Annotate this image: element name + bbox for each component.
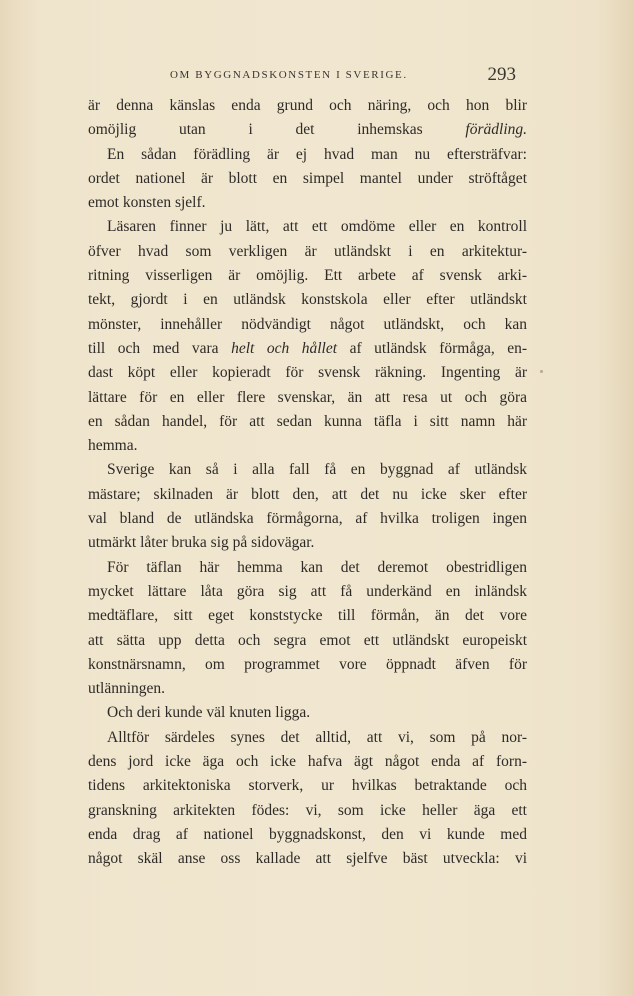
text-line: granskning arkitekten födes: vi, som icke heller äga ett [88, 801, 527, 819]
text-line: medtäflare, sitt eget konststycke till förmån, än det vore [88, 607, 527, 625]
text-line [88, 337, 527, 361]
running-head: OM BYGGNADSKONSTEN I SVERIGE. [170, 69, 408, 81]
text-line: är denna känslas enda grund och näring, och hon blir [88, 97, 527, 114]
text-line: mästare; skilnaden är blott den, att det nu icke sker efter [88, 485, 527, 503]
emphasis-text: förädling. [465, 121, 527, 139]
paragraph-last-line: utlänningen. [88, 680, 166, 698]
text-line: dast köpt eller kopieradt för svensk räkning. Ingenting är [88, 364, 527, 382]
text-line: något skäl anse oss kallade att sjelfve bäst utveckla: vi [88, 850, 527, 868]
text-line: enda drag af nationel byggnadskonst, den vi kunde med [88, 825, 527, 843]
text-line: öfver hvad som verkligen är utländskt i en arkitektur- [88, 242, 527, 260]
text-line: ordet nationel är blott en simpel mantel under ströftåget [88, 169, 527, 187]
paragraph-last-line: hemma. [88, 437, 138, 455]
page-header [88, 64, 516, 94]
page-number: 293 [487, 64, 516, 85]
paragraph-single-line: Och deri kunde väl knuten ligga. [107, 704, 311, 722]
text-line: tekt, gjordt i en utländsk konstskola eller efter utländskt [88, 291, 527, 309]
paragraph-first-line: Alltför särdeles synes det alltid, att vi, som på nor- [107, 728, 527, 746]
body-text [88, 94, 527, 872]
text-line: att sätta upp detta och segra emot ett utländskt europeiskt [88, 631, 527, 649]
paragraph-last-line: emot konsten sjelf. [88, 194, 206, 212]
paragraph-first-line: En sådan förädling är ej hvad man nu eftersträfvar: [107, 145, 527, 163]
text-line: ritning visserligen är omöjlig. Ett arbete af svensk arki- [88, 267, 527, 285]
paragraph-first-line: Sverige kan så i alla fall få en byggnad af utländsk [107, 461, 527, 479]
paragraph-last-line: utmärkt låter bruka sig på sidovägar. [88, 534, 315, 552]
text-line: tidens arkitektoniska storverk, ur hvilkas betraktande och [88, 777, 527, 795]
text-run: af utländsk förmåga, en- [349, 339, 528, 357]
margin-mark [540, 370, 543, 373]
text-run: till och med vara [88, 339, 219, 357]
text-line: en sådan handel, för att sedan kunna täfla i sitt namn här [88, 412, 527, 430]
text-line: dens jord icke äga och icke hafva ägt något enda af forn- [88, 753, 527, 771]
text-run: omöjlig utan i det inhemskas [88, 121, 423, 139]
paragraph-first-line: Läsaren finner ju lätt, att ett omdöme eller en kontroll [107, 218, 527, 236]
text-line: mycket lättare låta göra sig att få underkänd en inländsk [88, 582, 527, 600]
text-line [88, 118, 527, 142]
emphasis-text: helt och hållet [231, 339, 338, 357]
text-line: lättare för en eller flere svenskar, än att resa ut och göra [88, 388, 527, 406]
text-line: mönster, innehåller nödvändigt något utländskt, och kan [88, 315, 527, 333]
text-line: konstnärsnamn, om programmet vore öppnadt äfven för [88, 655, 527, 673]
text-line: val bland de utländska förmågorna, af hvilka troligen ingen [88, 510, 527, 528]
paragraph-first-line: För täflan här hemma kan det deremot obestridligen [107, 558, 527, 576]
